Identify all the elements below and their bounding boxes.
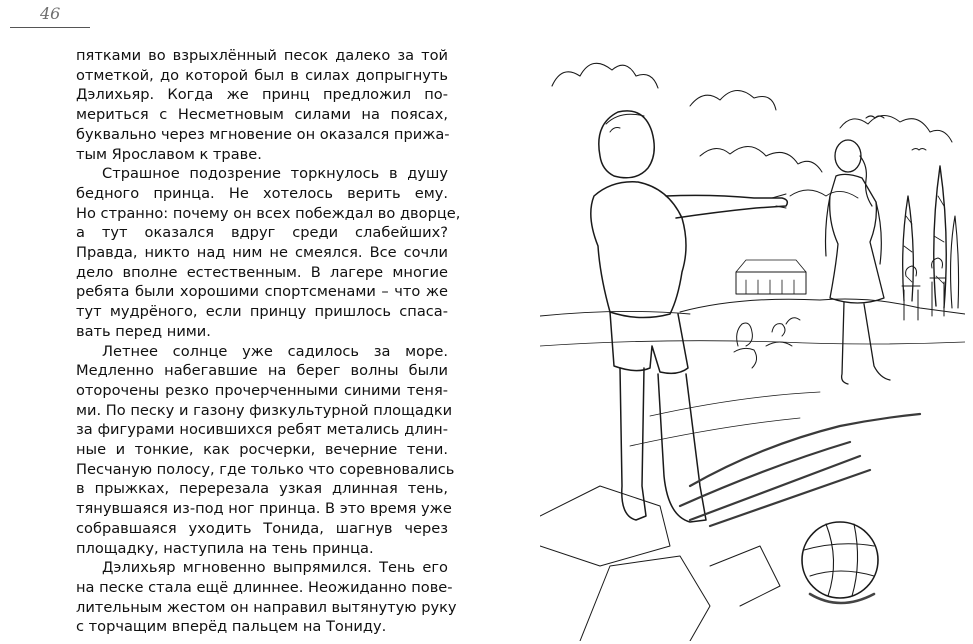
paving-sketch [540, 486, 780, 641]
cloud-sketch [840, 115, 952, 142]
text-line: площадку, наступила на тень принца. [76, 539, 374, 557]
boy-leg [658, 374, 706, 522]
text-line: тым Ярославом к траве. [76, 145, 262, 163]
illustration-drawing [540, 46, 965, 641]
cloud-sketch [690, 90, 776, 110]
cloud-sketch [552, 63, 658, 88]
background-figure [902, 266, 920, 320]
girl-head [835, 140, 861, 172]
text-line: тут мудрёного, если принцу пришлось спаса- [76, 303, 448, 321]
text-line: ные и тонкие, как росчерки, вечерние тени. [76, 441, 448, 459]
text-line: Медленно набегавшие на берег волны были [76, 362, 448, 380]
tree-sketch [951, 216, 959, 308]
header-rule [10, 27, 90, 28]
text-line: лительным жестом он направил вытянутую руку [76, 598, 457, 616]
building-sketch [736, 272, 806, 294]
text-line: дело вполне естественным. В лагере многие [76, 263, 448, 281]
illustration [540, 46, 965, 641]
boy-shirt [591, 182, 686, 318]
text-line: в прыжках, перерезала узкая длинная тень, [76, 480, 448, 498]
text-line: с торчащим вперёд пальцем на Тониду. [76, 618, 387, 636]
text-line: пятками во взрыхлённый песок далеко за той [76, 47, 448, 64]
text-line: Летнее солнце уже садилось за море. [102, 342, 448, 360]
text-line: Но странно: почему он всех побеждал во дворце, [76, 204, 461, 222]
page-number: 46 [40, 4, 61, 23]
text-line: буквально через мгновение он оказался прижа- [76, 125, 450, 143]
boy-arm [666, 195, 787, 218]
boy-head [599, 111, 654, 178]
text-line: Страшное подозрение торкнулось в душу [102, 165, 448, 183]
girl-leg [842, 302, 890, 384]
volleyball [802, 522, 878, 598]
text-line: мериться с Несметновым силами на поясах, [76, 106, 448, 124]
text-line: а тут оказался вдруг среди слабейших? [76, 224, 448, 242]
cloud-sketch [700, 146, 822, 172]
body-text [76, 46, 461, 637]
text-line: ми. По песку и газону физкультурной площадки [76, 401, 453, 419]
cloud-sketch [790, 190, 858, 198]
text-line: оторочены резко прочерченными синими теня- [76, 381, 448, 399]
background-figure [734, 323, 757, 368]
text-line: Правда, никто над ним не смеялся. Все сочли [76, 244, 448, 262]
text-line: Песчаную полосу, где только что соревновались [76, 460, 455, 478]
text-line: за фигурами носившихся ребят метались длин- [76, 421, 448, 439]
girl-braid [860, 156, 872, 206]
bird-sketch [912, 149, 926, 151]
boy-shorts [610, 312, 688, 373]
text-line: Дэлихьяр мгновенно выпрямился. Тень его [102, 559, 448, 577]
text-line: бедного принца. Не хотелось верить ему. [76, 184, 448, 202]
shadow-hatching [680, 414, 920, 526]
girl-dress [830, 174, 884, 303]
bird-sketch [866, 116, 884, 118]
text-line: тянувшаяся из-под ног принца. В это время уже [76, 500, 452, 518]
text-line: на песке стала ещё длиннее. Неожиданно пове- [76, 578, 453, 596]
text-line: ребята были хорошими спортсменами – что же [76, 283, 448, 301]
text-line: отметкой, до которой был в силах допрыгнуть [76, 66, 448, 84]
text-line: собравшаяся уходить Тонида, шагнув через [76, 519, 448, 537]
text-line: Дэлихьяр. Когда же принц предложил по- [76, 86, 448, 104]
text-line: вать перед ними. [76, 322, 211, 340]
background-figure [930, 258, 946, 316]
